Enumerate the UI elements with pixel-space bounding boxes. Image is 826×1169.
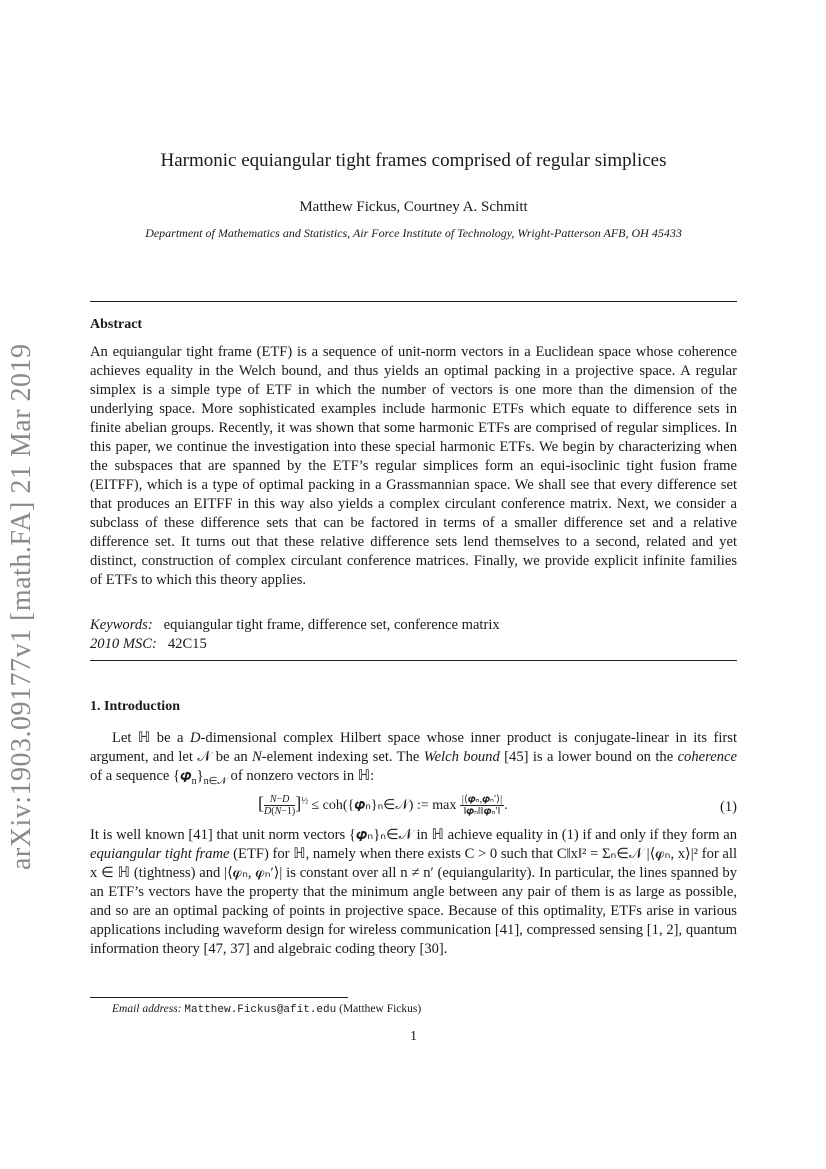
page-number: 1 xyxy=(410,1029,417,1044)
intro-paragraph-2: It is well known [41] that unit norm vectors {𝝋ₙ}ₙ∈𝒩 in ℍ achieve equality in (1) if and only if they form an equiangular tight frame (ETF) for ℍ, namely when there exists C > 0 such that C‖x‖² = Σₙ∈𝒩 |⟨𝝋ₙ, x⟩|² for all x ∈ ℍ (tightness) and |⟨𝝋ₙ, 𝝋ₙ′⟩| is constant over all n ≠ n′ (equiangularity). In particular, the lines spanned by an ETF’s vectors have the property that the minimum angle between any pair of them is as large as possible, and so are an optimal packing of points in projective space. Because of this optimality, ETFs arise in various applications including waveform design for wireless communication [41], compressed sensing [1, 2], quantum information theory [47, 37] and algebraic coding theory [30]. xyxy=(90,827,737,957)
abstract-heading: Abstract xyxy=(90,317,143,332)
msc-line xyxy=(90,635,737,654)
arxiv-stamp: arXiv:1903.09177v1 [math.FA] 21 Mar 2019 xyxy=(6,343,37,870)
welch-bound-equation xyxy=(90,791,737,823)
msc-label: 2010 MSC: xyxy=(90,636,157,652)
paper-affiliation: Department of Mathematics and Statistics, Air Force Institute of Technology, Wright-Patterson AFB, OH 45433 xyxy=(145,226,682,240)
keywords-block xyxy=(90,616,737,654)
keywords-value: equiangular tight frame, difference set, conference matrix xyxy=(163,617,500,633)
equation-body: [ $\frac{N-D}{D(N-1)}$ ]$^{\frac{1}{2}}$ ≤ coh({𝝋ₙ}ₙ∈𝒩) := max $\frac{\text{|⟨𝝋ₙ,𝝋ₙ′⟩|}}{\text{‖𝝋ₙ‖‖𝝋ₙ′‖}}$ . xyxy=(258,793,508,818)
keywords-label: Keywords: xyxy=(90,617,153,633)
paper-title: Harmonic equiangular tight frames comprised of regular simplices xyxy=(160,150,667,171)
footnote-name: (Matthew Fickus) xyxy=(339,1003,422,1015)
abstract-text: An equiangular tight frame (ETF) is a sequence of unit-norm vectors in a Euclidean space whose coherence achieves equality in the Welch bound, and thus yields an optimal packing in a projective space. A regular simplex is a simple type of ETF in which the number of vectors is one more than the dimension of the underlying space. More sophisticated examples include harmonic ETFs which equate to difference sets in finite abelian groups. Recently, it was shown that some harmonic ETFs are comprised of regular simplices. In this paper, we continue the investigation into these special harmonic ETFs. We begin by characterizing when the subspaces that are spanned by the ETF’s regular simplices form an equi-isoclinic tight fusion frame (EITFF), which is a type of optimal packing in a Grassmannian space. We shall see that every difference set that produces an EITFF in this way also yields a complex circulant conference matrix. Next, we consider a subclass of these difference sets that can be factored in terms of a smaller difference set and a relative difference set. It turns out that these relative difference sets lend themselves to a second, related and yet distinct, construction of complex circulant conference matrices. Finally, we provide explicit infinite families of ETFs to which this theory applies. xyxy=(90,344,737,588)
paper-authors: Matthew Fickus, Courtney A. Schmitt xyxy=(299,199,528,215)
keywords-line xyxy=(90,616,737,635)
msc-value: 42C15 xyxy=(167,636,207,652)
intro-paragraph-1: Let ℍ be a D-dimensional complex Hilbert space whose inner product is conjugate-linear in its first argument, and let 𝒩 be an N-element indexing set. The Welch bound [45] is a lower bound on the coherence of a sequence $\{𝝋_n\}_{n\in 𝒩}$ of nonzero vectors in ℍ: xyxy=(90,730,737,787)
footnote-rule xyxy=(90,997,348,998)
equation-number: (1) xyxy=(719,799,737,815)
footnote-label: Email address: xyxy=(112,1003,182,1015)
abstract-top-rule xyxy=(90,301,737,302)
section-heading-introduction: 1. Introduction xyxy=(90,699,180,714)
abstract-bottom-rule xyxy=(90,660,737,661)
author-email-link[interactable]: Matthew.Fickus@afit.edu xyxy=(184,1004,337,1016)
footnote xyxy=(112,1003,421,1016)
equation-text: ≤ coh({𝝋ₙ}ₙ∈𝒩) := max xyxy=(311,798,457,813)
